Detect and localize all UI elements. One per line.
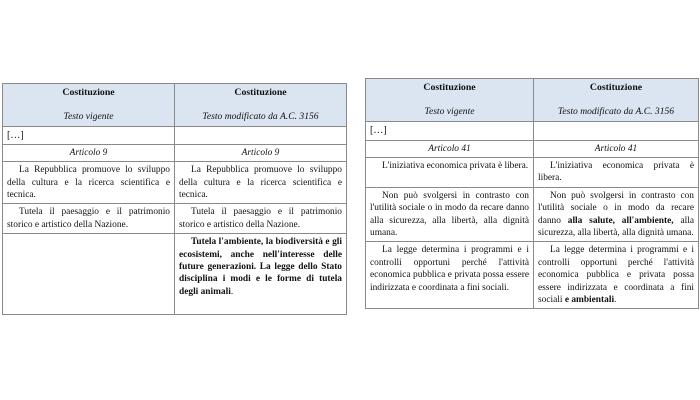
text-cell-vigente bbox=[366, 242, 534, 309]
article-label: Articolo 9 bbox=[175, 144, 347, 161]
header-subtitle: Testo vigente bbox=[424, 105, 475, 117]
ellipsis-cell: […] bbox=[366, 121, 534, 140]
text-cell-modificato bbox=[534, 242, 699, 309]
added-text: Tutela l'ambiente, la biodiversità e gli ecosistemi, anche nell'interesse delle future generazioni. La legge dello Stato disciplina i modi e le forme di tutela degli animali bbox=[179, 237, 342, 297]
header-subtitle: Testo vigente bbox=[63, 110, 114, 122]
comparison-table-article-9 bbox=[2, 83, 347, 315]
text-cell-vigente bbox=[366, 157, 534, 187]
table-row bbox=[366, 242, 699, 309]
paragraph: L'iniziativa economica privata è libera. bbox=[382, 160, 529, 171]
paragraph-post: . bbox=[614, 295, 617, 306]
article-label: Articolo 41 bbox=[366, 140, 534, 157]
header-cell-modificato bbox=[534, 79, 699, 122]
text-cell-modificato bbox=[534, 187, 699, 242]
header-title: Costituzione bbox=[234, 87, 287, 98]
added-text: e ambientali bbox=[564, 295, 615, 306]
ellipsis-cell-empty bbox=[534, 121, 699, 140]
article-row bbox=[3, 144, 347, 161]
text-cell-modificato bbox=[534, 157, 699, 187]
header-subtitle: Testo modificato da A.C. 3156 bbox=[557, 105, 675, 117]
header-title: Costituzione bbox=[423, 82, 476, 93]
text-cell-vigente bbox=[3, 234, 175, 315]
header-title: Costituzione bbox=[62, 87, 115, 98]
paragraph: La Repubblica promuove lo sviluppo della cultura e la ricerca scientifica e tecnica. bbox=[7, 165, 170, 200]
table-header-row bbox=[3, 84, 347, 127]
text-cell-vigente bbox=[366, 187, 534, 242]
text-cell-vigente bbox=[3, 204, 175, 234]
paragraph: L'iniziativa economica privata è libera. bbox=[538, 160, 694, 184]
ellipsis-cell-empty bbox=[175, 126, 347, 144]
paragraph-pre: La legge determina i programmi e i controlli opportuni perché l'attività economica pubblica e privata possa essere indirizzata e coordinata a fini sociali bbox=[538, 245, 694, 306]
text-cell-modificato bbox=[175, 162, 347, 204]
header-cell-vigente bbox=[366, 79, 534, 122]
header-cell-modificato bbox=[175, 84, 347, 127]
paragraph: La legge determina i programmi e i controlli opportuni perché l'attività economica pubblica e privata possa essere indirizzata e coordinata a fini sociali. bbox=[370, 245, 529, 293]
table-header-row bbox=[366, 79, 699, 122]
paragraph: Non può svolgersi in contrasto con l'utilità sociale o in modo da recare danno alla sicurezza, alla libertà, alla dignità umana. bbox=[370, 190, 529, 239]
table-row bbox=[3, 204, 347, 234]
ellipsis-row bbox=[366, 121, 699, 140]
table-row bbox=[366, 187, 699, 242]
header-subtitle: Testo modificato da A.C. 3156 bbox=[202, 110, 319, 122]
article-label: Articolo 9 bbox=[3, 144, 175, 161]
paragraph: La Repubblica promuove lo sviluppo della cultura e la ricerca scientifica e tecnica. bbox=[179, 165, 342, 200]
text-cell-modificato bbox=[175, 234, 347, 315]
header-cell-vigente bbox=[3, 84, 175, 127]
ellipsis-row bbox=[3, 126, 347, 144]
ellipsis-cell: […] bbox=[3, 126, 175, 144]
header-title: Costituzione bbox=[589, 82, 643, 93]
text-cell-vigente bbox=[3, 162, 175, 204]
article-row bbox=[366, 140, 699, 157]
paragraph: Tutela il paesaggio e il patrimonio storico e artistico della Nazione. bbox=[179, 207, 342, 230]
article-label: Articolo 41 bbox=[534, 140, 699, 157]
paragraph: Tutela il paesaggio e il patrimonio storico e artistico della Nazione. bbox=[7, 207, 170, 230]
table-row bbox=[3, 162, 347, 204]
added-text: alla salute, all'ambiente, bbox=[567, 215, 674, 226]
text-cell-modificato bbox=[175, 204, 347, 234]
comparison-table-article-41 bbox=[365, 78, 699, 309]
paragraph-post: alla sicurezza, alla libertà, alla dignità umana. bbox=[538, 215, 694, 239]
table-row bbox=[3, 234, 347, 315]
paragraph-tail: . bbox=[230, 286, 234, 297]
paragraph-pre: Non può svolgersi in contrasto con l'utilità sociale o in modo da recare danno bbox=[538, 190, 694, 226]
table-row bbox=[366, 157, 699, 187]
